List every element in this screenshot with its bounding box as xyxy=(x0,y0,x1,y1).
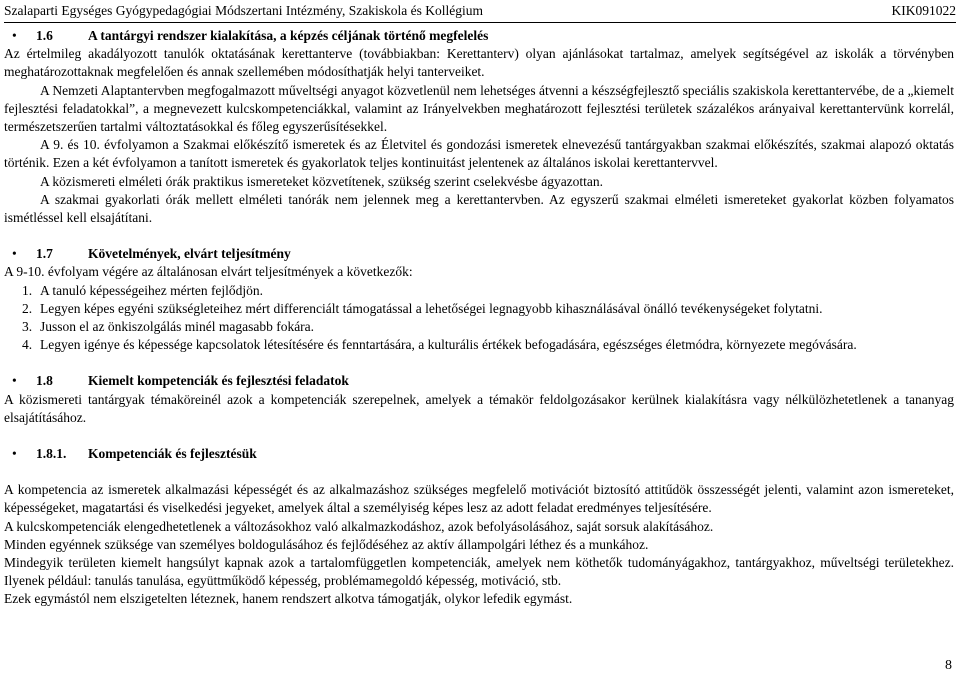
paragraph: A 9-10. évfolyam végére az általánosan elvárt teljesítmények a következők: xyxy=(4,264,413,280)
paragraph: Mindegyik területen kiemelt hangsúlyt kapnak azok a tartalomfüggetlen kompetenciák, amelyek nem köthetők tudományágakhoz, tantárgyakhoz, műveltségi területekhez. Ilyenek például: tanulás tanulása, együttműködő képesség, problémamegoldó képesség, motiváció, stb. xyxy=(4,555,954,589)
paragraph: Minden egyénnek szüksége van személyes boldogulásához és fejlődéséhez az aktív állampolgári léthez és a munkához. xyxy=(4,536,649,552)
paragraph: A 9. és 10. évfolyamon a Szakmai előkészítő ismeretek és az Életvitel és gondozási ismeretek elnevezésű tantárgyakban szakmai előkészítés, szakmai alapozó oktatás történik. Ezen a két évfolyamon a tanított ismeretek és gyakorlatok teljes kontinuitást jelentenek az általános iskolai kerettantervvel. xyxy=(4,137,954,171)
section-heading-1-7 xyxy=(4,245,954,263)
list-text: Jusson el az önkiszolgálás minél magasabb fokára. xyxy=(40,319,315,335)
list-item xyxy=(4,282,954,300)
section-heading-1-8-1 xyxy=(4,445,954,463)
paragraph: A Nemzeti Alaptantervben megfogalmazott műveltségi anyagot közvetlenül nem lehetséges átvenni a készségfejlesztő speciális szakiskola kerettantervébe, de a „kiemelt fejlesztési feladatokkal”, a megnevezett kulcskompetenciákkal, valamint az Irányelvekben meghatározott fejlesztési területek százalékos arányaival kerettantervünk korrelál, természetszerűen tartalmi változtatásokkal és főleg egyszerűsítésekkel. xyxy=(4,82,954,135)
bullet-icon: • xyxy=(12,28,17,43)
bullet-icon: • xyxy=(12,446,17,462)
list-item xyxy=(4,318,954,336)
header-institution: Szalaparti Egységes Gyógypedagógiai Módszertani Intézmény, Szakiskola és Kollégium xyxy=(4,3,483,18)
list-number: 3. xyxy=(22,319,33,335)
section-heading-1-8 xyxy=(4,372,954,390)
list-number: 1. xyxy=(22,282,33,298)
list-text: A tanuló képességeihez mérten fejlődjön. xyxy=(40,282,264,298)
section-title: Kompetenciák és fejlesztésük xyxy=(88,446,257,462)
list-text: Legyen igénye és képessége kapcsolatok létesítésére és fenntartására, a kulturális értékek befogadására, egészséges életmódra, környezete megóvására. xyxy=(40,337,857,353)
section-title: A tantárgyi rendszer kialakítása, a képzés céljának történő megfelelés xyxy=(88,28,489,43)
paragraph: Ezek egymástól nem elszigetelten léteznek, hanem rendszert alkotva támogatják, olykor lefedik egymást. xyxy=(4,591,573,607)
bullet-icon: • xyxy=(12,246,17,262)
paragraph: A közismereti tantárgyak témaköreinél azok a kompetenciák szerepelnek, amelyek a témakör feldolgozásakor kerülnek kialakításra vagy nélkülözhetetlenek a tananyag elsajátításához. xyxy=(4,391,954,425)
document-body xyxy=(4,27,954,609)
header-code: KIK091022 xyxy=(891,3,956,18)
section-number: 1.6 xyxy=(36,28,53,43)
list-item xyxy=(4,336,954,354)
paragraph: A közismereti elméleti órák praktikus ismereteket közvetítenek, szükség szerint cselekvésbe ágyazottan. xyxy=(40,173,604,189)
paragraph: A kompetencia az ismeretek alkalmazási képességét és az alkalmazáshoz szükséges megfelelő motivációt biztosító attitűdök összességét jelenti, valamint azon ismereteket, képességeket, magatartási és viselkedési jegyeket, amelyek által a személyiség képes lesz az adott feladat eredményes teljesítésére. xyxy=(4,482,954,516)
page-header xyxy=(4,0,956,23)
list-number: 2. xyxy=(22,300,33,316)
bullet-icon: • xyxy=(12,373,17,389)
page-number: 8 xyxy=(945,658,952,673)
paragraph: A szakmai gyakorlati órák mellett elméleti tanórák nem jelennek meg a kerettantervben. Az egyszerű szakmai elméleti ismereteket gyakorlat közben folyamatos ismétléssel kell elsajátítani. xyxy=(4,191,954,226)
section-number: 1.8 xyxy=(36,373,53,389)
section-title: Követelmények, elvárt teljesítmény xyxy=(88,246,291,262)
list-text: Legyen képes egyéni szükségleteihez mért differenciált támogatással a lehetőségei legnagyobb kihasználásával önálló tevékenységeket folytatni. xyxy=(40,300,823,316)
list-item xyxy=(4,300,954,318)
paragraph: Az értelmileg akadályozott tanulók oktatásának kerettanterve (továbbiakban: Kerettanterv) olyan ajánlásokat tartalmaz, amelyek segítségével az iskolák a törvényben meghatározottaknak megfelelően és annak szellemében módosíthatják helyi tanterveiket. xyxy=(4,46,954,80)
section-heading-1-6 xyxy=(4,27,954,45)
section-number: 1.8.1. xyxy=(36,446,67,462)
section-number: 1.7 xyxy=(36,246,53,262)
list-number: 4. xyxy=(22,337,33,353)
paragraph: A kulcskompetenciák elengedhetetlenek a változásokhoz való alkalmazkodáshoz, azok befolyásolásához, saját sorsuk alakításához. xyxy=(4,518,714,534)
section-title: Kiemelt kompetenciák és fejlesztési feladatok xyxy=(88,373,349,389)
